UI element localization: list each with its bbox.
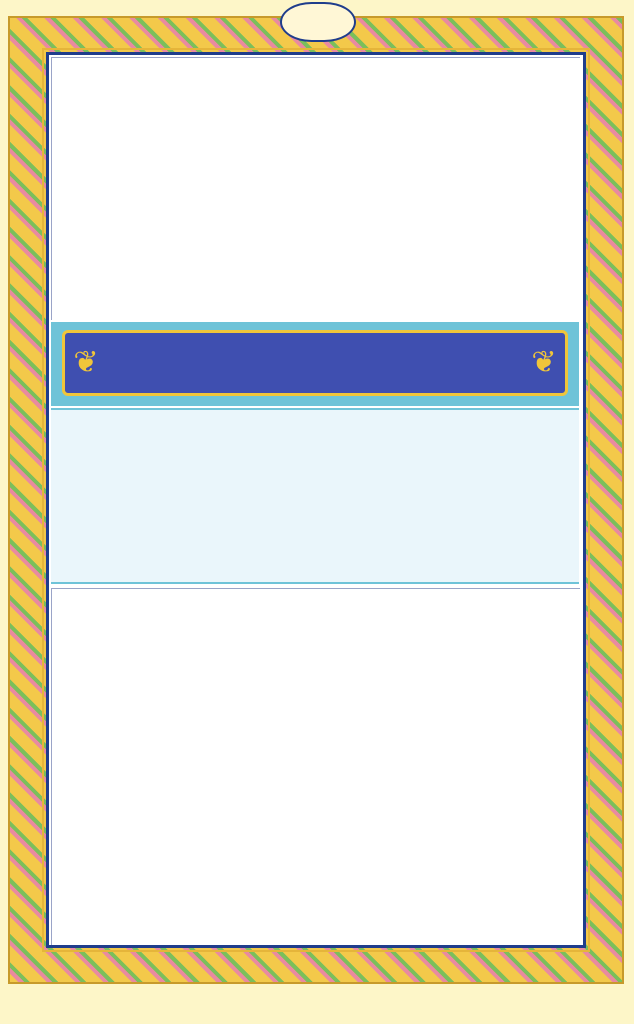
ornament-icon: ❦ xyxy=(73,345,99,380)
footer-note xyxy=(0,990,634,1020)
lesson-banner xyxy=(62,330,568,396)
ornament-icon: ❦ xyxy=(531,345,557,380)
bottom-letter-grid xyxy=(51,588,580,945)
instructions-box xyxy=(51,408,579,584)
top-letter-grid xyxy=(51,57,580,320)
page-number xyxy=(280,2,356,42)
